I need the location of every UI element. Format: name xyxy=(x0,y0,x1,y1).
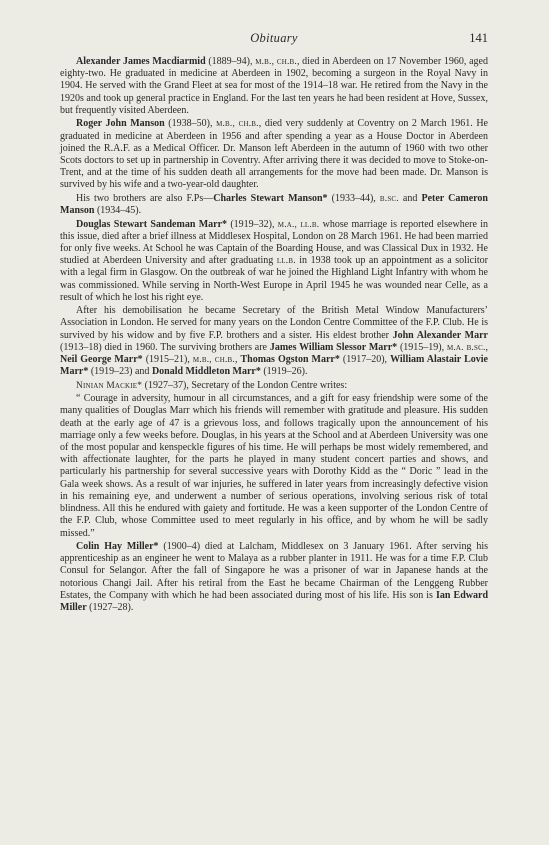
obituary-text-column xyxy=(60,56,488,616)
obituary-paragraph xyxy=(60,380,488,392)
page-header xyxy=(60,31,488,49)
text-run: (1917–20), xyxy=(339,354,391,366)
person-name: Ian Edward Miller xyxy=(60,589,489,614)
degree-smallcaps: m.b., ch.b. xyxy=(192,355,235,366)
text-run: (1900–4) died at Lalcham, Middlesex on 3 January 1961. After serving his apprenticeship as an engineer he went to Malaya as a rubber planter in 1911. He was for a time F.P. Club Consul for Selangor. After the fall of Singapore he was a prisoner of war in Japanese hands at the notorious Changi Jail. After his retiral from the East he became Chairman of the Lenggeng Rubber Estates, the Company with which he had been associated during most of his life. His son is xyxy=(60,541,488,601)
degree-smallcaps: m.b., ch.b. xyxy=(255,57,297,67)
degree-smallcaps: b.sc. xyxy=(379,193,399,204)
text-run: , died very suddenly at Coventry on 2 March 1961. He graduated in medicine at Aberdeen in 1956 and after spending a year as a House Doctor in Aberdeen joined the R.A.F. as a Medical Officer. Dr. Manson left Aberdeen in the autumn of 1960 with two other Scots doctors to set up in partnership in Coventry. After arriving there it was decided to move to Stoke-on-Trent, and at the time of his sudden death all arrangements for the move had been made. Dr. Manson is survived by his wife and a two-year-old daughter. xyxy=(60,118,488,191)
degree-smallcaps: Ninian Mackie* xyxy=(76,380,143,391)
person-name: Colin Hay Miller* xyxy=(76,541,159,552)
text-run: (1919–26). xyxy=(260,366,308,378)
person-name: Donald Middleton Marr* xyxy=(151,366,261,378)
text-run: (1915–19), xyxy=(397,341,447,353)
person-name: Thomas Ogston Marr* xyxy=(240,354,340,366)
person-name: Douglas Stewart Sandeman Marr* xyxy=(76,218,228,230)
text-run: “ Courage in adversity, humour in all circumstances, and a gift for easy friendship were some of the many qualities of Douglas Marr which his friends will remember with gratitude and pleasure. His sudden death at the early age of 47 is a grievous loss, and follows tragically upon the announcement of his marriage only a few weeks before. Douglas, in his years at the School and at Aberdeen University was one of the most popular and kenspeckle figures of his time. He will perhaps be most widely remembered, and with affectionate laughter, for the parts he played in many student concert parties and shows, and particularly his partnership for several successive years with Dorothy Kidd as the “ Doric ” lead in the Gala week shows. As a result of war injuries, he suffered in later years from increasingly defective vision in his remaining eye, and underwent a number of serious operations, involving serious risk of total blindness. All this he endured with gaiety and fortitude. He was a keen supporter of the London Centre of the F.P. Club, whose Committee used to meet regularly in his office, and by whom he will be sadly missed.” xyxy=(60,393,488,539)
degree-smallcaps: m.a. b.sc. xyxy=(446,342,486,353)
obituary-paragraph xyxy=(60,118,488,191)
person-name: Charles Stewart Manson* xyxy=(213,192,328,204)
person-name: Peter Cameron Manson xyxy=(60,192,488,217)
text-run: (1938–50), xyxy=(164,118,217,130)
obituary-paragraph xyxy=(60,56,488,117)
text-run: (1919–23) and xyxy=(88,366,152,378)
text-run: His two brothers are also F.Ps— xyxy=(76,192,214,204)
text-run: (1915–21), xyxy=(142,354,193,366)
text-run: After his demobilisation he became Secretary of the British Metal Window Manufacturers’ Association in London. He served for many years on the London Centre Committee of the F.P. Club. He is survived by his widow and by five F.P. brothers and a sister. His eldest brother xyxy=(60,305,488,341)
obituary-entry-marr xyxy=(60,219,488,540)
text-run: and xyxy=(398,192,422,204)
text-run: (1934–45). xyxy=(94,205,142,217)
obituary-paragraph xyxy=(60,305,488,378)
obituary-paragraph xyxy=(60,393,488,539)
text-run: (1913–18) died in 1960. The surviving brothers are xyxy=(60,341,270,353)
text-run: (1919–32), xyxy=(227,218,278,230)
person-name: Neil George Marr* xyxy=(60,354,143,366)
degree-smallcaps: ll.b. xyxy=(276,256,296,267)
person-name: Roger John Manson xyxy=(76,118,165,130)
page-number: 141 xyxy=(469,31,488,45)
obituary-entry-manson xyxy=(60,118,488,217)
text-run: , xyxy=(234,354,241,366)
obituary-paragraph xyxy=(60,541,488,614)
running-title: Obituary xyxy=(250,31,298,45)
text-run: (1933–44), xyxy=(327,192,380,204)
text-run: (1927–28). xyxy=(86,602,134,614)
text-run: , died in Aberdeen on 17 November 1960, aged eighty-two. He graduated in medicine at Aberdeen in 1902, becoming a surgeon in the Royal Navy in 1904. He served with the Grand Fleet at sea for most of the 1914–18 war. He retired from the Navy in the 1920s and took up general practice in England. For the last ten years he had been resident at Hove, Sussex, but frequently visited Aberdeen. xyxy=(60,56,488,116)
obituary-entry-miller xyxy=(60,541,488,614)
obituary-entry-macdiarmid xyxy=(60,56,488,117)
person-name: William Alastair Lovie Marr* xyxy=(60,354,488,378)
text-run: (1927–37), Secretary of the London Centre writes: xyxy=(142,379,348,391)
degree-smallcaps: m.b., ch.b. xyxy=(216,119,259,130)
text-run: whose marriage is reported elsewhere in this issue, died after a brief illness at Middlesex Hospital, London on 28 March 1961. He had been married for only five weeks. At School he was Captain of the Boarding House, and was Classical Dux in 1932. He studied at Aberdeen University and after graduating xyxy=(60,218,488,267)
text-run: , xyxy=(485,341,488,353)
obituary-paragraph xyxy=(60,193,488,217)
degree-smallcaps: m.a., ll.b. xyxy=(277,219,320,230)
person-name: James William Slessor Marr* xyxy=(269,341,398,353)
person-name: John Alexander Marr xyxy=(392,329,488,341)
person-name: Alexander James Macdiarmid xyxy=(76,56,206,67)
text-run: in 1938 took up an appointment as a solicitor with a legal firm in Glasgow. On the outbreak of war he joined the Highland Light Infantry with whom he was commissioned. While serving in North-West Europe in April 1945 he was wounded near Celle, as a result of which he lost his right eye. xyxy=(60,255,488,303)
text-run: (1889–94), xyxy=(205,56,256,67)
obituary-paragraph xyxy=(60,219,488,304)
